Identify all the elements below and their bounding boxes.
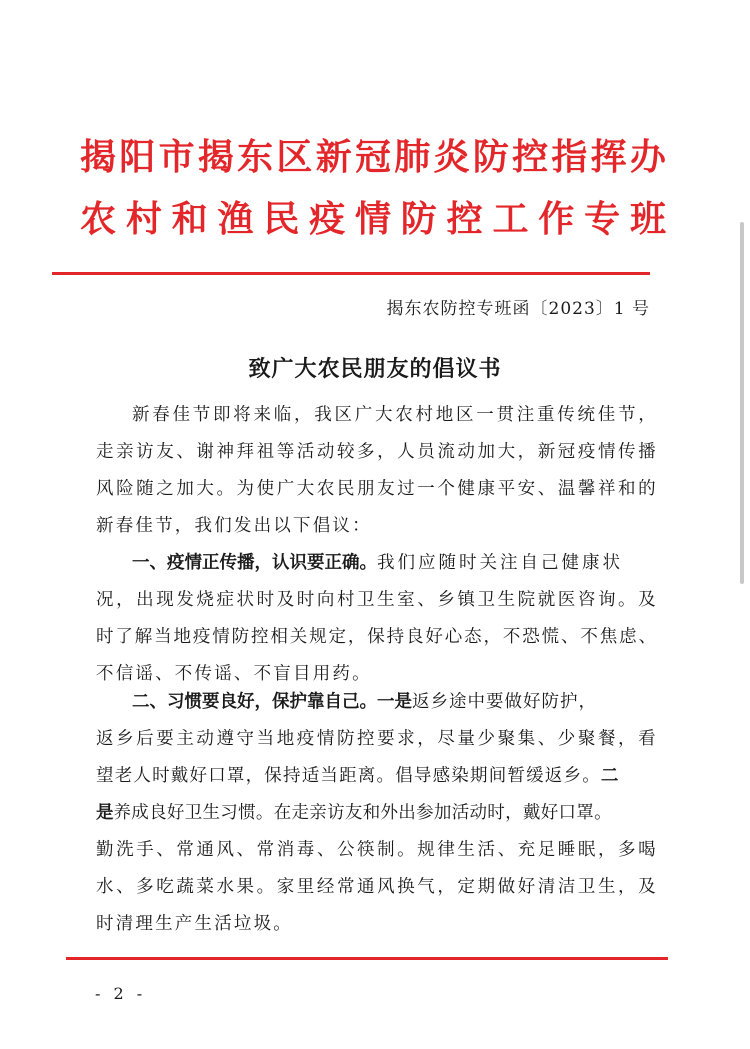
issuer-glyph: 农 — [80, 199, 117, 240]
paragraph-1-line-4: 新春佳节，我们发出以下倡议： — [96, 516, 372, 536]
issuer-glyph: 控 — [512, 137, 549, 178]
paragraph-3-line-3-text: 望老人时戴好口罩，保持适当距离。倡导感染期间暂缓返乡。 — [96, 766, 601, 786]
paragraph-3-line-2: 返 乡 后 要 主 动 遵 守 当 地 疫 情 防 控 要 求 ， 尽 量 少 聚 集 、 少 聚 餐 ， 看 — [96, 729, 656, 749]
point-2-label-part-1: 二 — [600, 766, 619, 786]
issuer-glyph: 挥 — [590, 137, 627, 178]
issuer-line-2 — [80, 198, 666, 242]
issuer-glyph: 作 — [538, 199, 575, 240]
issuer-glyph: 揭 — [197, 137, 234, 178]
issuer-glyph: 区 — [276, 137, 313, 178]
section-2-heading: 二、习惯要良好，保护靠自己。 — [132, 692, 377, 712]
paragraph-3-line-4 — [96, 800, 656, 826]
issuer-glyph: 揭 — [80, 137, 117, 178]
issuer-glyph: 新 — [315, 137, 352, 178]
issuer-glyph: 阳 — [119, 137, 156, 178]
paragraph-3-line-7: 时清理生产生活垃圾。 — [96, 914, 293, 934]
issuer-glyph: 和 — [171, 199, 208, 240]
issuer-glyph: 班 — [629, 199, 666, 240]
page-number: - 2 - — [95, 984, 147, 1003]
paragraph-3-line-6: 水 、 多 吃 蔬 菜 水 果 。 家 里 经 常 通 风 换 气 ， 定 期 做 好 清 洁 卫 生 ， 及 — [96, 877, 656, 897]
red-divider-top — [52, 272, 650, 275]
document-number: 揭东农防控专班函〔2023〕1 号 — [386, 299, 650, 319]
red-divider-bottom — [66, 957, 668, 960]
point-1-label: 一是 — [377, 692, 412, 712]
paragraph-2-line-4: 不信谣、不传谣、不盲目用药。 — [96, 664, 372, 684]
issuer-glyph: 市 — [158, 137, 195, 178]
paragraph-2-line-2: 况 ， 出 现 发 烧 症 状 时 及 时 向 村 卫 生 室 、 乡 镇 卫 生 院 就 医 咨 询 。 及 — [96, 590, 656, 610]
paragraph-1-line-1: 新 春 佳 节 即 将 来 临 ， 我 区 广 大 农 村 地 区 一 贯 注 重 传 统 佳 节 ， — [132, 405, 656, 425]
issuer-glyph: 疫 — [309, 199, 346, 240]
issuer-glyph: 冠 — [354, 137, 391, 178]
paragraph-3-line-3 — [96, 763, 656, 789]
issuer-line-1 — [80, 136, 666, 180]
issuer-glyph: 指 — [551, 137, 588, 178]
issuer-glyph: 肺 — [394, 137, 431, 178]
issuer-glyph: 村 — [125, 199, 162, 240]
paragraph-2-line-1 — [132, 550, 656, 576]
issuer-glyph: 炎 — [433, 137, 470, 178]
issuer-glyph: 防 — [400, 199, 437, 240]
section-1-text: 我们应随时关注自己健康状 — [377, 553, 623, 573]
issuer-glyph: 渔 — [217, 199, 254, 240]
point-2-label-part-2: 是 — [96, 803, 114, 823]
paragraph-3-line-5: 勤 洗 手 、 常 通 风 、 常 消 毒 、 公 筷 制 。 规 律 生 活 、 充 足 睡 眠 ， 多 喝 — [96, 840, 656, 860]
issuer-glyph: 防 — [472, 137, 509, 178]
paragraph-3-line-1 — [132, 689, 656, 715]
issuer-glyph: 控 — [446, 199, 483, 240]
issuer-glyph: 民 — [263, 199, 300, 240]
issuer-glyph: 办 — [629, 137, 666, 178]
issuer-glyph: 东 — [237, 137, 274, 178]
paragraph-1-line-2: 走 亲 访 友 、 谢 神 拜 祖 等 活 动 较 多 ， 人 员 流 动 加 大 ， 新 冠 疫 情 传 播 — [96, 442, 656, 462]
issuer-glyph: 情 — [354, 199, 391, 240]
paragraph-1-line-3: 风 险 随 之 加 大 。 为 使 广 大 农 民 朋 友 过 一 个 健 康 平 安 、 温 馨 祥 和 的 — [96, 479, 656, 499]
issuer-glyph: 工 — [492, 199, 529, 240]
document-title: 致广大农民朋友的倡议书 — [248, 357, 502, 382]
scrollbar[interactable] — [740, 222, 744, 584]
point-1-text: 返乡途中要做好防护， — [412, 692, 597, 712]
issuer-glyph: 专 — [584, 199, 621, 240]
point-2-text: 养成良好卫生习惯。在走亲访友和外出参加活动时，戴好口罩。 — [113, 803, 612, 823]
paragraph-2-line-3: 时 了 解 当 地 疫 情 防 控 相 关 规 定 ， 保 持 良 好 心 态 ， 不 恐 慌 、 不 焦 虑 、 — [96, 627, 656, 647]
section-1-heading: 一、疫情正传播，认识要正确。 — [132, 553, 377, 573]
